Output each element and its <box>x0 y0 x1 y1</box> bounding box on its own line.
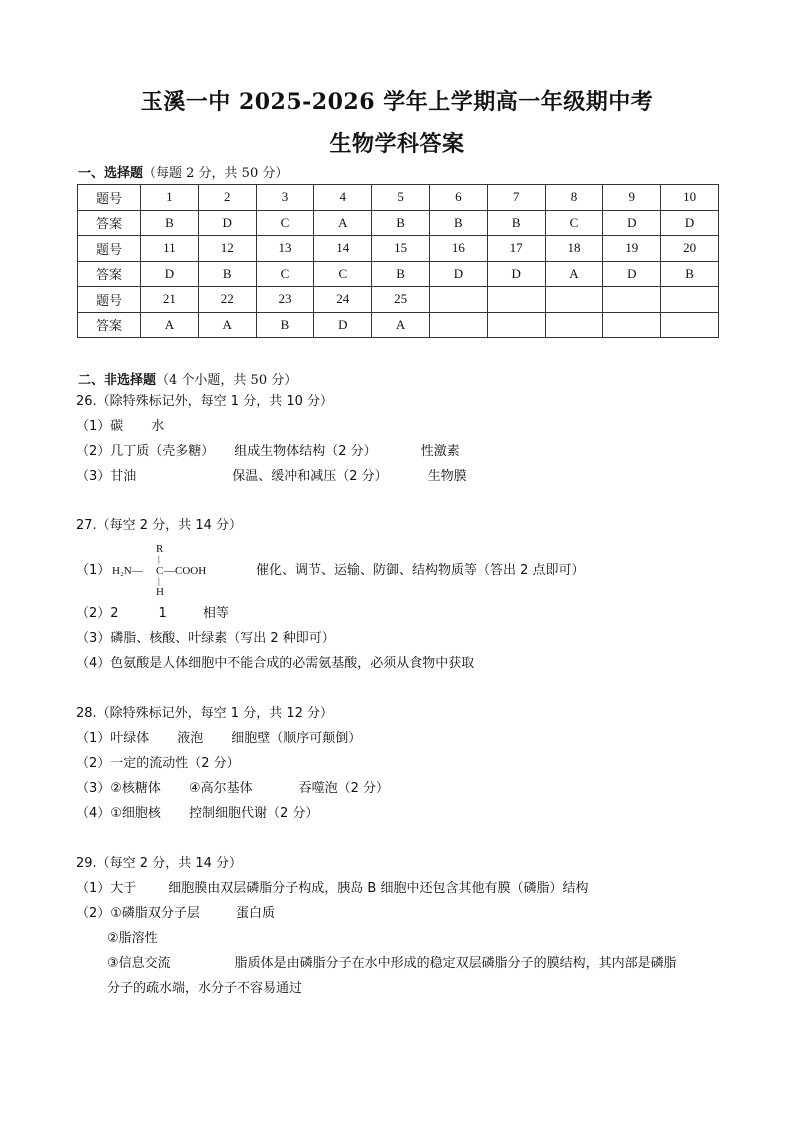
q29-4b: 脂质体是由磷脂分子在水中形成的稳定双层磷脂分子的膜结构，其内部是磷脂 <box>234 956 677 971</box>
section1-title: 一、选择题 <box>78 166 144 181</box>
q26-line2 <box>76 444 460 460</box>
table-cell: A <box>141 312 199 338</box>
row-label: 题号 <box>78 236 141 262</box>
q28-4a: （4）①细胞核 <box>76 806 161 821</box>
q29-2a: （2）①磷脂双分子层 <box>76 906 200 921</box>
q28-3a: （3）②核糖体 <box>76 781 161 796</box>
formula-r: R <box>156 543 164 555</box>
table-cell: 3 <box>256 185 314 211</box>
q28-1b: 液泡 <box>177 731 204 746</box>
table-cell: 9 <box>603 185 661 211</box>
q28-line3 <box>76 781 389 797</box>
table-row <box>78 185 719 211</box>
table-cell: 4 <box>314 185 372 211</box>
formula-h: H <box>156 586 164 598</box>
q28-1c: 细胞壁（顺序可颠倒） <box>231 731 362 746</box>
table-cell: 18 <box>545 236 603 262</box>
table-cell <box>545 287 603 313</box>
table-cell: B <box>141 210 199 236</box>
formula-left: H₂N— <box>112 565 143 577</box>
table-cell: 23 <box>256 287 314 313</box>
table-cell: D <box>314 312 372 338</box>
table-cell: 8 <box>545 185 603 211</box>
page-subtitle: 生物学科答案 <box>329 131 465 157</box>
table-cell: C <box>256 210 314 236</box>
table-cell <box>487 287 545 313</box>
table-cell: 17 <box>487 236 545 262</box>
q26-line1 <box>76 419 164 435</box>
page-title: 玉溪一中 2025-2026 学年上学期高一年级期中考 <box>140 89 654 115</box>
q27-line4: （4）色氨酸是人体细胞中不能合成的必需氨基酸，必须从食物中获取 <box>76 656 475 671</box>
table-row <box>78 261 719 287</box>
table-cell <box>429 287 487 313</box>
table-cell: C <box>256 261 314 287</box>
row-label: 题号 <box>78 185 141 211</box>
answer-table <box>77 184 719 338</box>
table-cell: 2 <box>198 185 256 211</box>
table-cell: 5 <box>372 185 430 211</box>
table-cell: 22 <box>198 287 256 313</box>
section1-heading <box>78 162 288 181</box>
q29-line5: 分子的疏水端，水分子不容易通过 <box>107 981 303 996</box>
table-cell: 21 <box>141 287 199 313</box>
q27-line3: （3）磷脂、核酸、叶绿素（写出 2 种即可） <box>76 631 335 646</box>
q28-3b: ④高尔基体 <box>188 781 253 796</box>
q29-head: 29.（每空 2 分，共 14 分） <box>76 856 243 871</box>
row-label: 答案 <box>78 210 141 236</box>
q29-4a: ③信息交流 <box>107 956 171 971</box>
table-cell: D <box>429 261 487 287</box>
q27-head: 27.（每空 2 分，共 14 分） <box>76 518 243 533</box>
q28-line4 <box>76 806 318 822</box>
table-cell: 1 <box>141 185 199 211</box>
table-row <box>78 287 719 313</box>
table-cell: 16 <box>429 236 487 262</box>
q26-head: 26.（除特殊标记外，每空 1 分，共 10 分） <box>76 394 334 409</box>
formula-c: C <box>156 565 164 577</box>
table-cell <box>603 287 661 313</box>
table-cell: B <box>661 261 719 287</box>
formula-right: —COOH <box>164 565 207 577</box>
q29-1b: 细胞膜由双层磷脂分子构成，胰岛 B 细胞中还包含其他有膜（磷脂）结构 <box>168 881 589 896</box>
q28-line2: （2）一定的流动性（2 分） <box>76 756 240 771</box>
q29-line1 <box>76 881 588 897</box>
q27-2b: 1 <box>158 606 167 621</box>
q29-2b: 蛋白质 <box>235 906 275 921</box>
table-cell: 13 <box>256 236 314 262</box>
table-cell: B <box>429 210 487 236</box>
table-cell: D <box>661 210 719 236</box>
table-cell: D <box>141 261 199 287</box>
table-cell: 14 <box>314 236 372 262</box>
formula-bond-bottom: | <box>158 576 160 586</box>
q27-2c: 相等 <box>202 606 229 621</box>
q28-1a: （1）叶绿体 <box>76 731 150 746</box>
formula-bond-top: | <box>158 554 160 564</box>
table-cell: 7 <box>487 185 545 211</box>
q29-line2 <box>76 906 275 922</box>
table-cell: 12 <box>198 236 256 262</box>
table-cell: 25 <box>372 287 430 313</box>
q29-1a: （1）大于 <box>76 881 137 896</box>
table-cell: A <box>372 312 430 338</box>
q26-2c: 性激素 <box>420 444 460 459</box>
table-cell: D <box>487 261 545 287</box>
table-cell <box>429 312 487 338</box>
q27-2a: （2）2 <box>76 606 119 621</box>
q28-line1 <box>76 731 361 747</box>
table-cell: B <box>372 261 430 287</box>
table-cell: D <box>603 261 661 287</box>
table-row <box>78 312 719 338</box>
q29-line3: ②脂溶性 <box>107 931 158 946</box>
q28-3c: 吞噬泡（2 分） <box>298 781 389 796</box>
q26-line3 <box>76 469 467 485</box>
table-cell: 15 <box>372 236 430 262</box>
section2-heading <box>78 369 297 388</box>
table-row <box>78 210 719 236</box>
table-row <box>78 236 719 262</box>
table-cell: A <box>198 312 256 338</box>
table-cell: C <box>314 261 372 287</box>
table-cell <box>661 312 719 338</box>
row-label: 题号 <box>78 287 141 313</box>
table-cell: 19 <box>603 236 661 262</box>
table-cell: 11 <box>141 236 199 262</box>
table-cell: D <box>603 210 661 236</box>
table-cell: B <box>198 261 256 287</box>
q27-line1-text: 催化、调节、运输、防御、结构物质等（答出 2 点即可） <box>256 563 585 578</box>
table-cell: 20 <box>661 236 719 262</box>
table-cell: 24 <box>314 287 372 313</box>
q26-3a: （3）甘油 <box>76 469 137 484</box>
q26-1b: 水 <box>151 419 165 434</box>
table-cell: B <box>487 210 545 236</box>
q28-head: 28.（除特殊标记外，每空 1 分，共 12 分） <box>76 706 334 721</box>
q27-line1-prefix: （1） <box>76 563 111 578</box>
table-cell: C <box>545 210 603 236</box>
q28-4b: 控制细胞代谢（2 分） <box>188 806 319 821</box>
table-cell: A <box>545 261 603 287</box>
row-label: 答案 <box>78 312 141 338</box>
q29-line4 <box>107 956 677 972</box>
row-label: 答案 <box>78 261 141 287</box>
q26-3b: 保温、缓冲和减压（2 分） <box>232 469 388 484</box>
table-cell: A <box>314 210 372 236</box>
amino-acid-structure <box>110 543 220 599</box>
table-cell <box>603 312 661 338</box>
section2-title: 二、非选择题 <box>78 373 157 388</box>
table-cell: 6 <box>429 185 487 211</box>
table-cell <box>545 312 603 338</box>
q26-1a: （1）碳 <box>76 419 124 434</box>
table-cell: 10 <box>661 185 719 211</box>
q27-line2 <box>76 606 229 622</box>
q26-2a: （2）几丁质（壳多糖） <box>76 444 215 459</box>
q26-3c: 生物膜 <box>427 469 467 484</box>
q26-2b: 组成生物体结构（2 分） <box>234 444 377 459</box>
table-cell <box>661 287 719 313</box>
section2-note: （4 个小题，共 50 分） <box>156 373 298 388</box>
table-cell: B <box>256 312 314 338</box>
table-cell: B <box>372 210 430 236</box>
section1-note: （每题 2 分，共 50 分） <box>143 166 289 181</box>
table-cell <box>487 312 545 338</box>
table-cell: D <box>198 210 256 236</box>
